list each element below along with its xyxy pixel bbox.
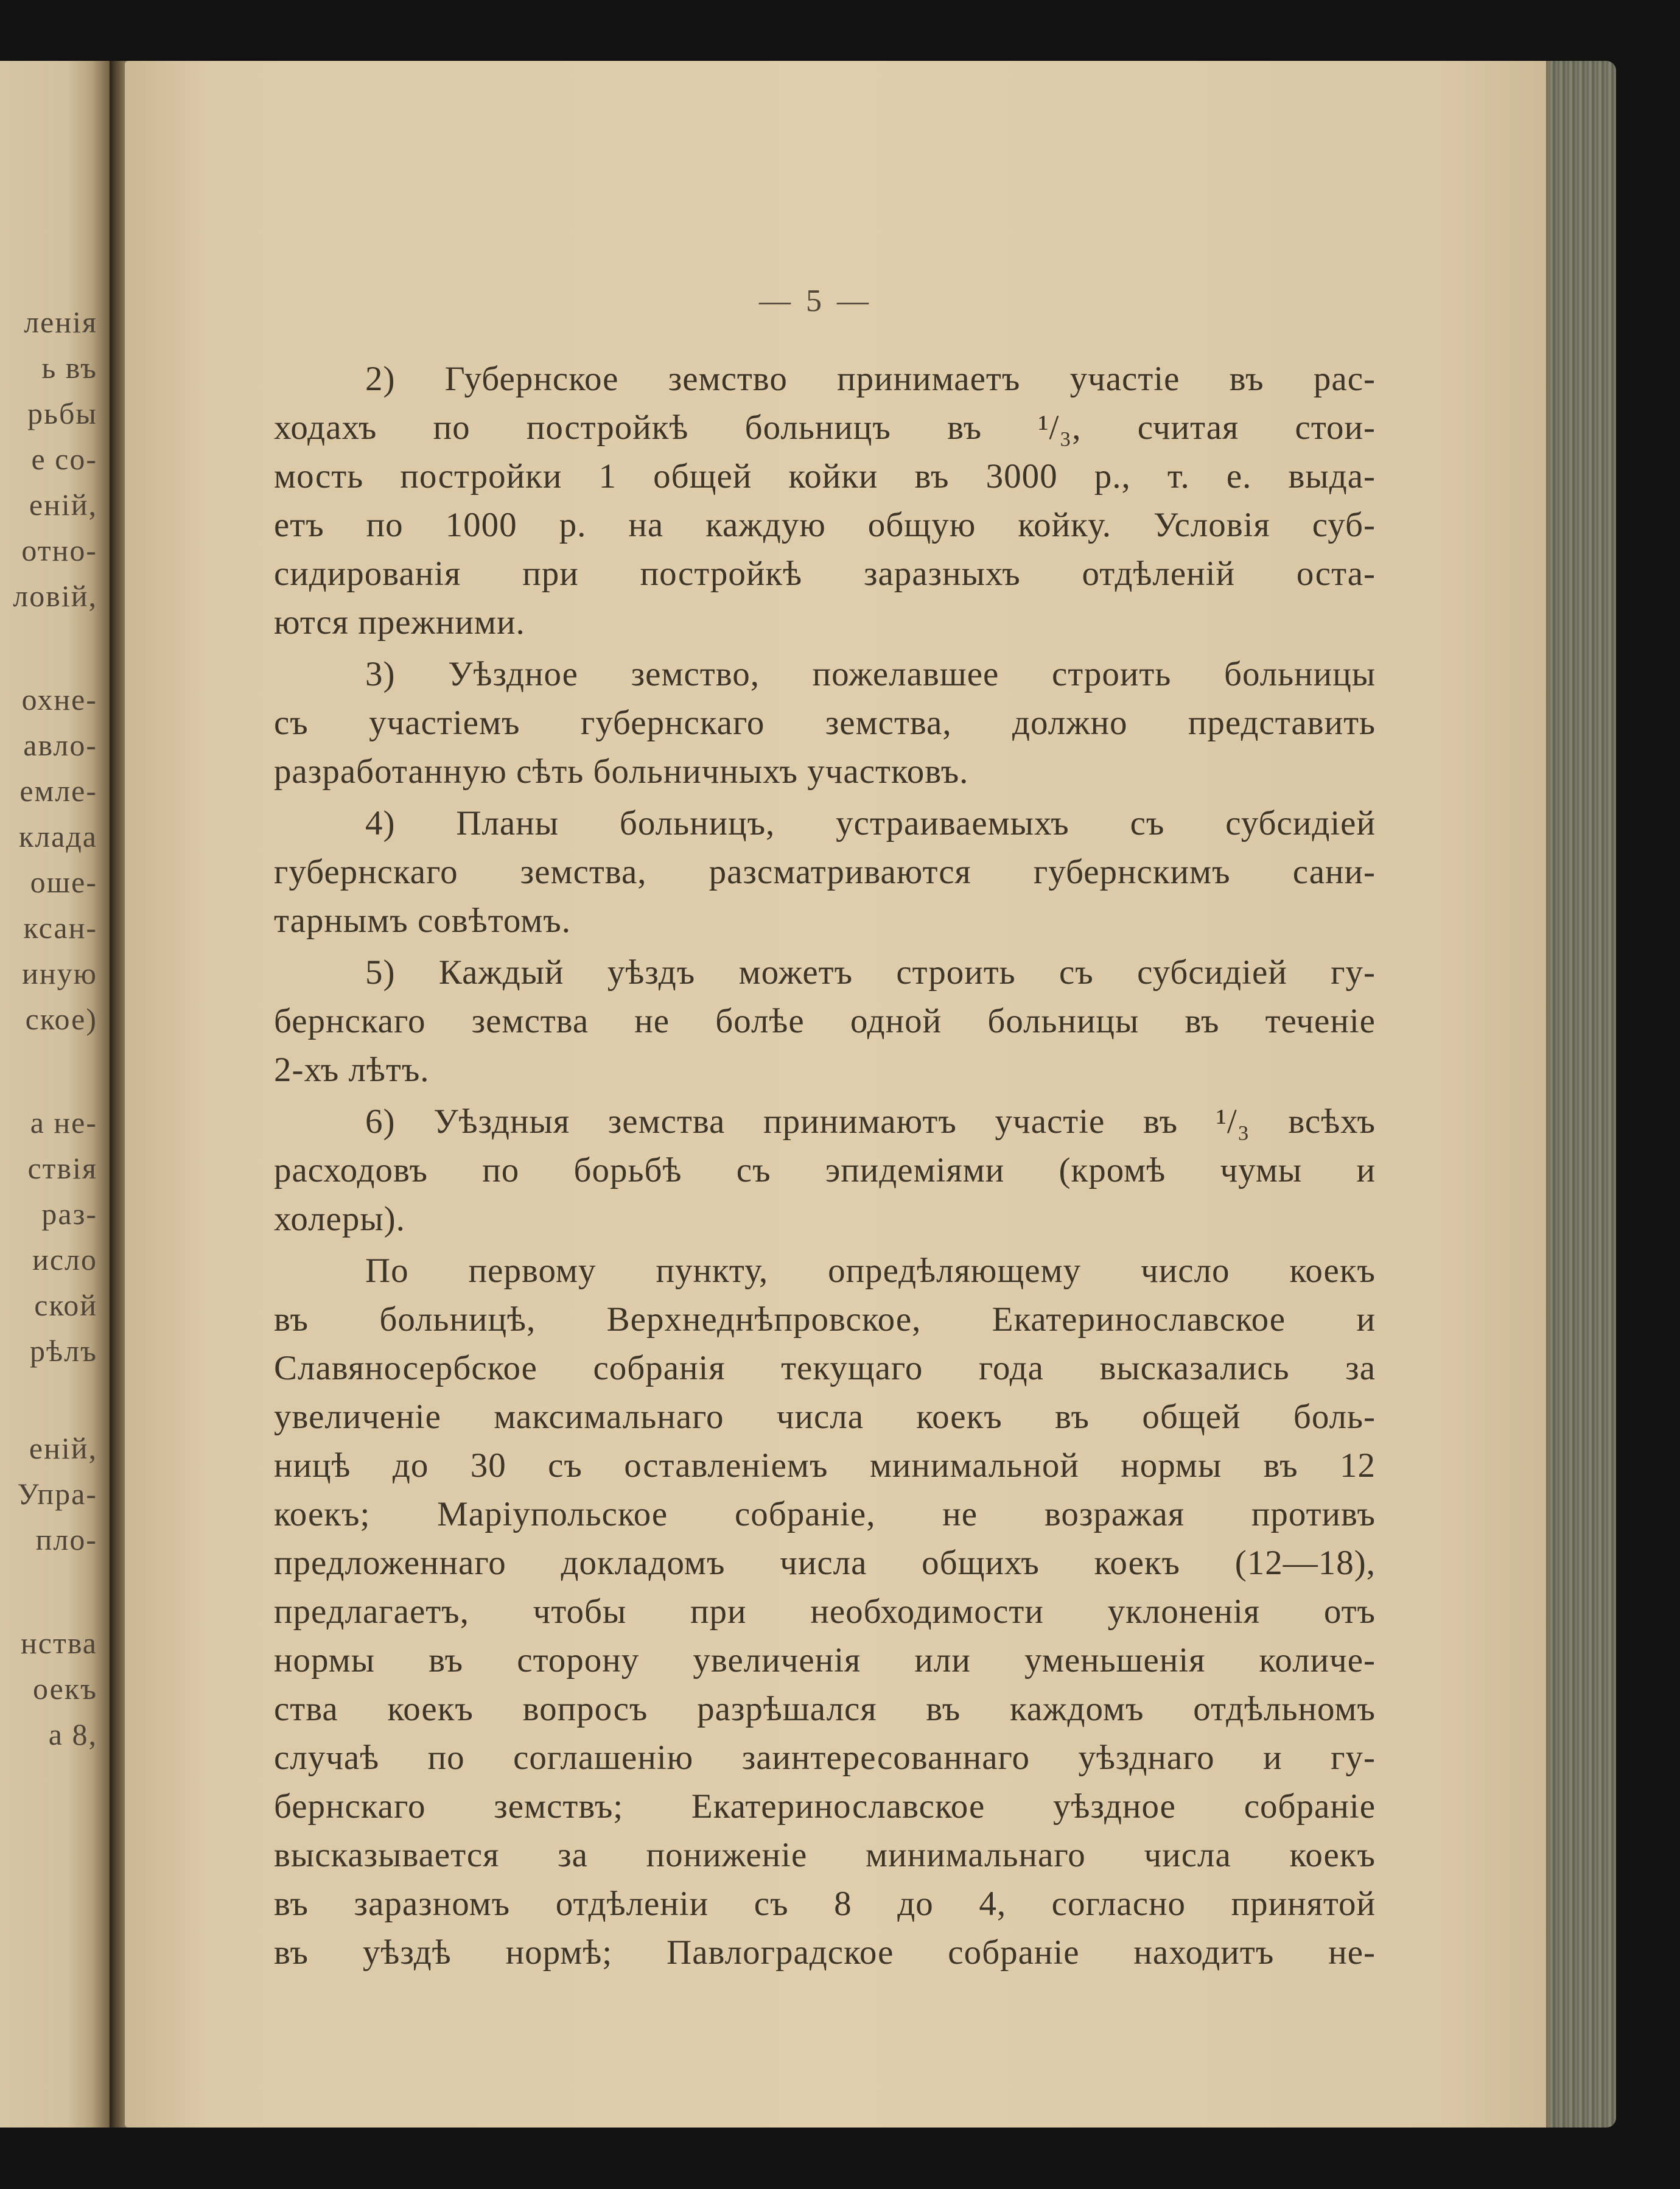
left-page-line: авло-: [23, 728, 97, 762]
left-page-line: оше-: [30, 865, 97, 899]
text-line: съ участіемъ губернскаго земства, должно представить: [274, 704, 1376, 742]
text-line: ства коекъ вопросъ разрѣшался въ каждомъ отдѣльномъ: [274, 1690, 1376, 1728]
text-line: 3) Уѣздное земство, пожелавшее строить больницы: [365, 655, 1376, 693]
text-line: мость постройки 1 общей койки въ 3000 р., т. е. выда-: [274, 457, 1376, 496]
text-line: расходовъ по борьбѣ съ эпидеміями (кромѣ чумы и: [274, 1151, 1376, 1189]
text-line: По первому пункту, опредѣляющему число коекъ: [365, 1252, 1376, 1290]
text-line: высказывается за пониженіе минимальнаго числа коекъ: [274, 1836, 1376, 1874]
left-page-line: раз-: [41, 1197, 97, 1231]
left-page-line: е со-: [31, 442, 97, 476]
text-line: ницѣ до 30 съ оставленіемъ минимальной нормы въ 12: [274, 1446, 1376, 1485]
left-page-line: а 8,: [48, 1717, 97, 1751]
left-page-line: нства: [21, 1626, 97, 1660]
text-line: Славяносербское собранія текущаго года высказались за: [274, 1349, 1376, 1387]
left-page-line: рѣлъ: [30, 1334, 97, 1368]
text-line: предложеннаго докладомъ числа общихъ коекъ (12—18),: [274, 1544, 1376, 1582]
left-page-line: ловій,: [13, 579, 97, 613]
text-line: етъ по 1000 р. на каждую общую койку. Условія суб-: [274, 506, 1376, 544]
text-line: случаѣ по соглашенію заинтересованнаго уѣзднаго и гу-: [274, 1739, 1376, 1777]
left-page-line: исло: [32, 1242, 97, 1277]
left-page-line: Упра-: [17, 1477, 97, 1511]
left-page-line: отно-: [21, 533, 97, 567]
text-line: сидированія при постройкѣ заразныхъ отдѣленій оста-: [274, 555, 1376, 593]
page-number: — 5 —: [759, 284, 872, 318]
book-fore-edge: [1549, 61, 1616, 2128]
text-line: коекъ; Маріупольское собраніе, не возражая противъ: [274, 1495, 1376, 1533]
left-page-line: ское): [25, 1002, 97, 1036]
left-page-line: еній,: [29, 1431, 97, 1465]
left-page-line: иную: [22, 956, 97, 990]
text-line: предлагаетъ, чтобы при необходимости уклоненія отъ: [274, 1592, 1376, 1631]
left-page-line: ь въ: [41, 351, 97, 385]
left-page-line: ствія: [27, 1151, 97, 1185]
text-line: нормы въ сторону увеличенія или уменьшенія количе-: [274, 1641, 1376, 1679]
text-line: ются прежними.: [274, 603, 525, 642]
page: [125, 61, 1555, 2128]
text-line: 2) Губернское земство принимаетъ участіе въ рас-: [365, 360, 1376, 398]
text-line: тарнымъ совѣтомъ.: [274, 902, 572, 940]
left-page-line: ской: [34, 1288, 97, 1322]
text-line: въ заразномъ отдѣленіи съ 8 до 4, согласно принятой: [274, 1885, 1376, 1923]
left-page-line: охне-: [21, 682, 97, 716]
left-page-line: еній,: [29, 488, 97, 522]
text-line: бернскаго земствъ; Екатеринославское уѣздное собраніе: [274, 1787, 1376, 1826]
left-page-line: емле-: [19, 774, 97, 808]
left-page-line: пло-: [35, 1522, 97, 1557]
text-line: холеры).: [274, 1200, 405, 1238]
text-line: увеличеніе максимальнаго числа коекъ въ общей боль-: [274, 1398, 1376, 1436]
left-page-line: оекъ: [33, 1672, 97, 1706]
text-line: 4) Планы больницъ, устраиваемыхъ съ субсидіей: [365, 804, 1376, 842]
text-line: 5) Каждый уѣздъ можетъ строить съ субсидіей гу-: [365, 953, 1376, 992]
text-line: губернскаго земства, разсматриваются губернскимъ сани-: [274, 853, 1376, 891]
left-page-line: ксан-: [23, 911, 97, 945]
text-line: въ больницѣ, Верхнеднѣпровское, Екатеринославское и: [274, 1300, 1376, 1339]
text-line: ходахъ по постройкѣ больницъ въ ¹/₃, считая стои-: [274, 408, 1376, 447]
text-line: разработанную сѣть больничныхъ участковъ.: [274, 752, 969, 791]
text-line: 2-хъ лѣтъ.: [274, 1051, 430, 1089]
left-page-line: ленія: [24, 305, 97, 339]
previous-page-fragment: [0, 61, 122, 2128]
text-line: 6) Уѣздныя земства принимаютъ участіе въ ¹/₃ всѣхъ: [365, 1102, 1376, 1141]
left-page-line: а не-: [30, 1105, 97, 1140]
left-page-line: рьбы: [27, 396, 97, 430]
text-line: въ уѣздѣ нормѣ; Павлоградское собраніе находитъ не-: [274, 1933, 1376, 1972]
text-line: бернскаго земства не болѣе одной больницы въ теченіе: [274, 1002, 1376, 1040]
left-page-line: клада: [18, 819, 97, 853]
